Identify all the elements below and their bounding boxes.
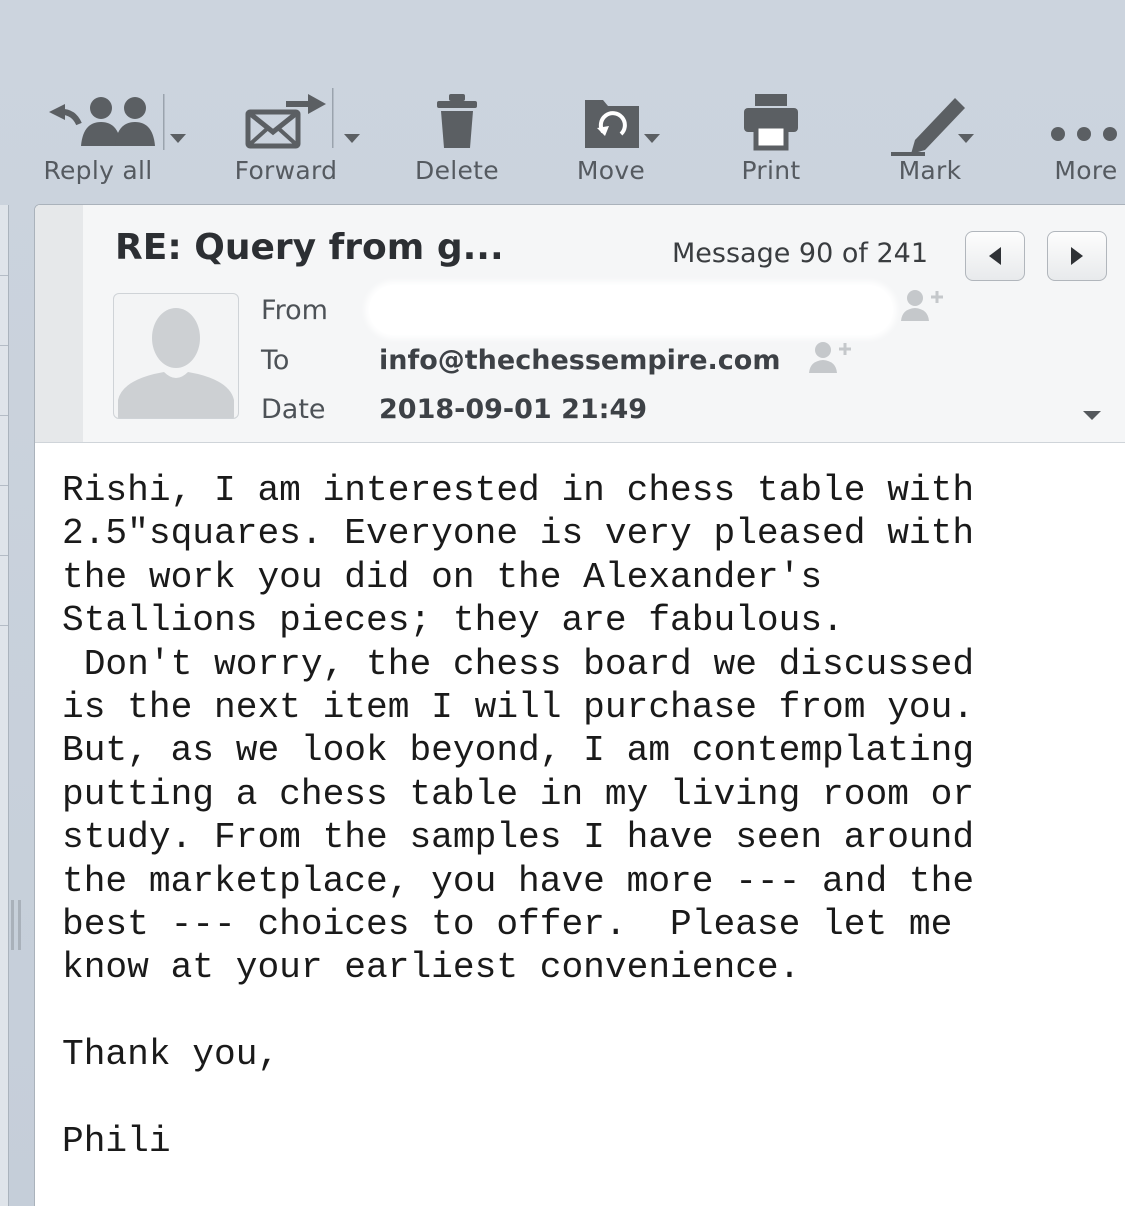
folder-move-icon [565,88,665,156]
delete-label: Delete [415,156,499,185]
sender-avatar [113,293,239,419]
body-line: Stallions pieces; they are fabulous. [62,600,844,642]
pen-icon [880,88,980,156]
toolbar [0,80,1125,200]
move-dropdown-icon[interactable] [644,134,660,143]
add-contact-to-icon[interactable] [807,339,853,375]
from-label: From [261,295,328,326]
forward-icon [226,88,366,156]
next-message-button[interactable] [1047,231,1107,281]
mark-label: Mark [898,156,962,185]
body-line: Rishi, I am interested in chess table with [62,470,975,511]
body-line: the marketplace, you have more --- and the [62,860,975,902]
body-line: Don't worry, the chess board we discussed [62,643,975,685]
forward-dropdown-icon[interactable] [344,134,360,143]
reply-all-icon [38,88,198,156]
add-contact-from-icon[interactable] [899,287,945,323]
to-value[interactable]: info@thechessempire.com [379,345,781,376]
pane-resize-handle[interactable] [11,900,25,950]
arrow-right-icon [1067,245,1087,267]
body-line: putting a chess table in my living room or [62,773,975,815]
body-line: the work you did on the Alexander's [62,556,823,598]
body-line: But, as we look beyond, I am contemplating [62,730,975,772]
forward-button[interactable] [226,80,366,200]
message-list-edge[interactable] [0,205,9,1206]
body-line: Thank you, [62,1034,280,1076]
message-body [62,469,1122,1164]
delete-button[interactable] [405,80,509,200]
more-button[interactable] [1044,80,1125,200]
date-label: Date [261,394,326,425]
header-side-strip [35,205,83,442]
message-counter: Message 90 of 241 [672,238,928,269]
mark-dropdown-icon[interactable] [958,134,974,143]
message-panel [34,204,1125,1206]
printer-icon [726,88,816,156]
body-line: 2.5"squares. Everyone is very pleased with [62,513,975,555]
body-line: know at your earliest convenience. [62,947,801,989]
body-line: study. From the samples I have seen around [62,817,975,859]
date-value: 2018-09-01 21:49 [379,394,648,425]
mark-button[interactable] [880,80,980,200]
reply-all-label: Reply all [43,156,153,185]
move-button[interactable] [565,80,665,200]
more-label: More [1054,156,1118,185]
previous-message-button[interactable] [965,231,1025,281]
person-silhouette-icon [114,294,238,418]
reply-all-dropdown-icon[interactable] [170,134,186,143]
trash-icon [405,88,509,156]
message-subject: RE: Query from g... [115,227,504,268]
body-line: Phili [62,1121,171,1163]
body-line: is the next item I will purchase from you. [62,687,975,729]
arrow-left-icon [985,245,1005,267]
print-label: Print [741,156,801,185]
body-line [62,990,1122,1033]
forward-label: Forward [234,156,338,185]
message-header [35,205,1125,443]
body-line: best --- choices to offer. Please let me [62,904,953,946]
expand-header-icon[interactable] [1083,411,1101,420]
to-label: To [261,345,290,376]
move-label: Move [576,156,646,185]
from-value-redacted [369,285,893,335]
print-button[interactable] [726,80,816,200]
reply-all-button[interactable] [38,80,198,200]
ellipsis-icon [1044,88,1125,156]
body-line [62,1077,1122,1120]
